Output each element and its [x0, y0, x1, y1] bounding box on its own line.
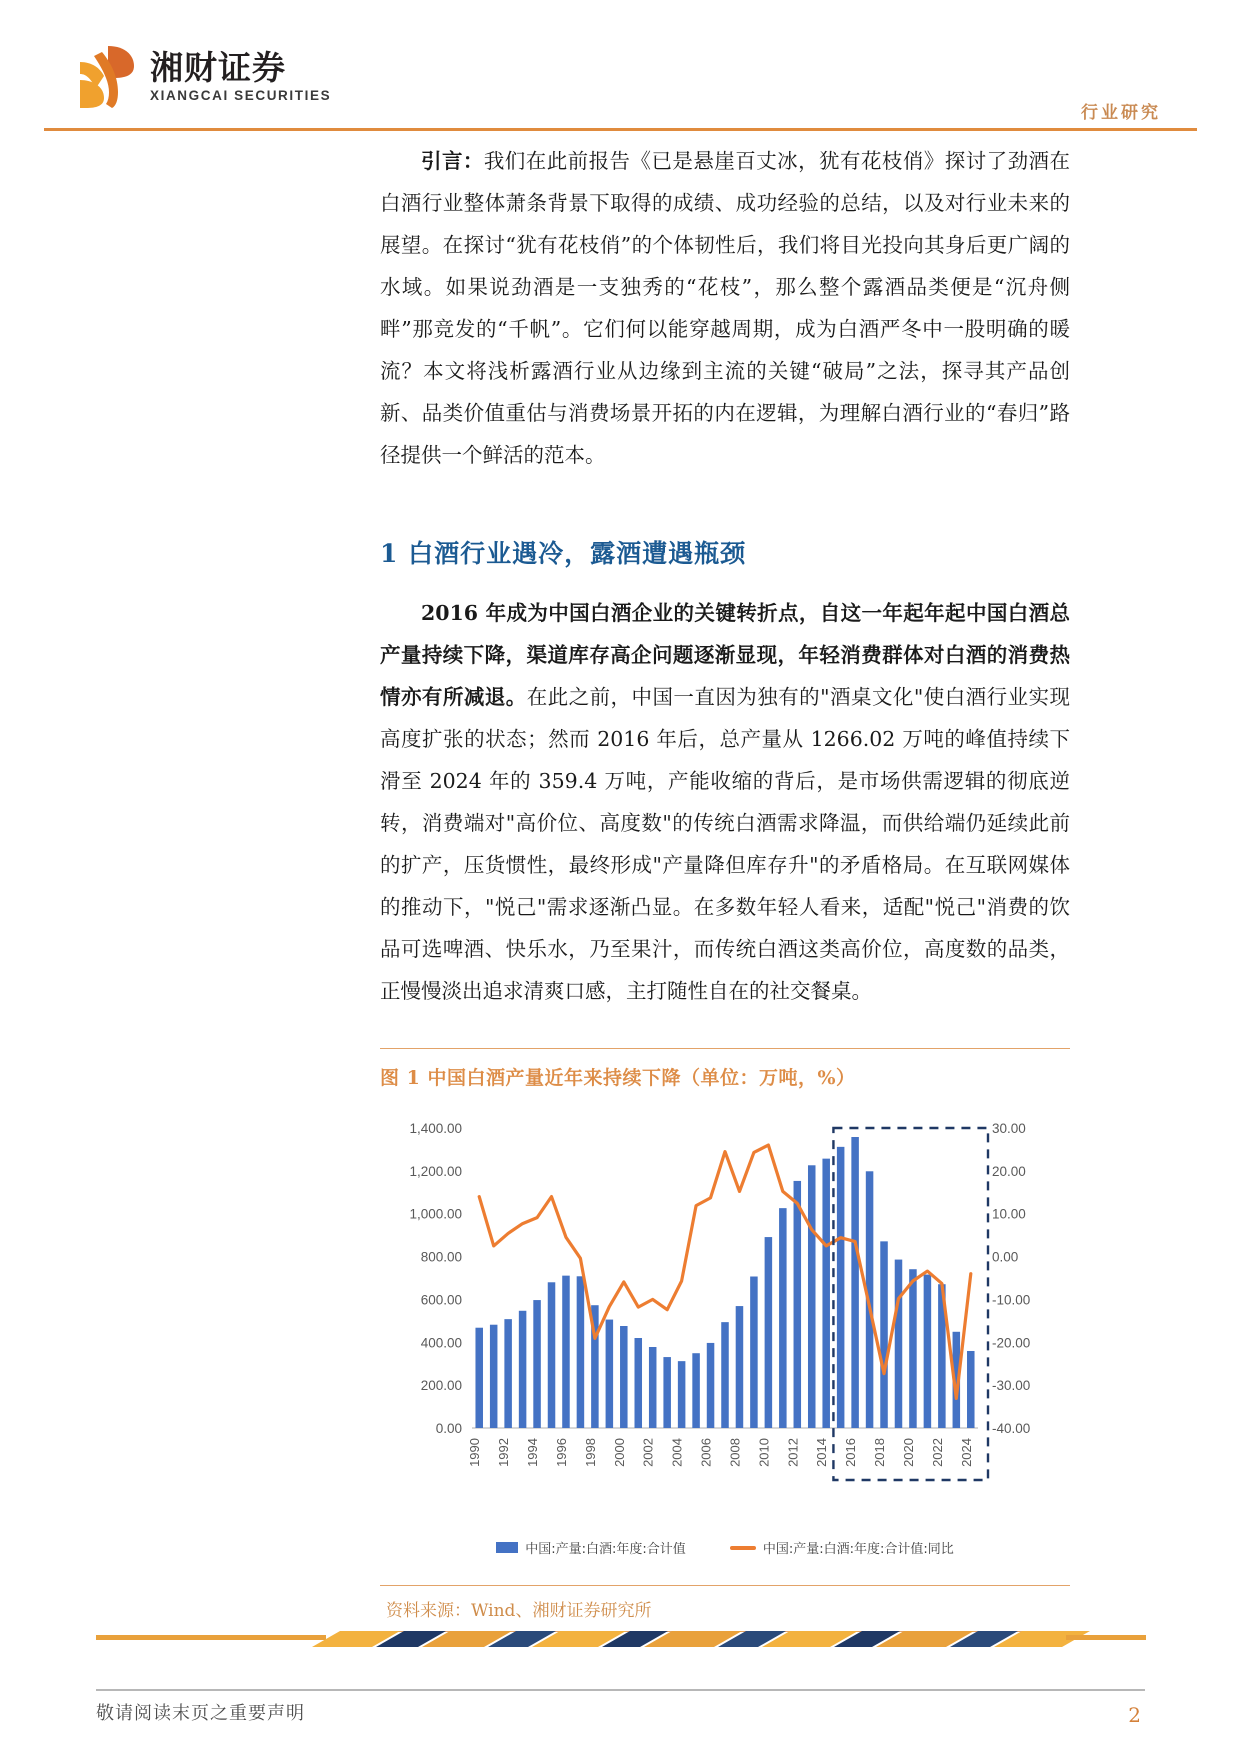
x-axis-tick: 2006 [698, 1438, 714, 1467]
legend-label-line: 中国:产量:白酒:年度:合计值:同比 [762, 1542, 954, 1557]
figure-1 [380, 1048, 1070, 1632]
y2-axis-tick: 10.00 [992, 1206, 1026, 1222]
y2-axis-tick: -30.00 [992, 1378, 1031, 1394]
chart-bar [765, 1237, 773, 1428]
legend-label-bars: 中国:产量:白酒:年度:合计值 [525, 1542, 686, 1557]
production-chart [380, 1116, 1070, 1536]
chart-bar [490, 1325, 498, 1428]
x-axis-tick: 2000 [611, 1438, 627, 1467]
footer-divider [96, 1689, 1145, 1691]
y2-axis-tick: -40.00 [992, 1421, 1031, 1436]
chart-bar [678, 1361, 686, 1428]
chart-bar [663, 1357, 671, 1428]
company-logo [78, 44, 331, 110]
y2-axis-tick: 30.00 [992, 1121, 1026, 1136]
y2-axis-tick: -20.00 [992, 1335, 1031, 1351]
x-axis-tick: 1990 [467, 1438, 483, 1467]
chart-bar [562, 1276, 570, 1428]
section-paragraph-rest: 在此之前，中国一直因为独有的"酒桌文化"使白酒行业实现高度扩张的状态；然而 2016 年后，总产量从 1266.02 万吨的峰值持续下滑至 2024 年的 359.4 万吨，产能收缩的背后，是市场供需逻辑的彻底逆转，消费端对"高价位、高度数"的传统白酒需求降温，而供给端仍延续此前的扩产，压货惯性，最终形成"产量降但库存升"的矛盾格局。在互联网媒体的推动下，"悦己"需求逐渐凸显。在多数年轻人看来，适配"悦己"消费的饮品可选啤酒、快乐水，乃至果汁，而传统白酒这类高价位，高度数的品类，正慢慢淡出追求清爽口感，主打随性自在的社交餐桌。 [380, 685, 1071, 1003]
chart-bar [895, 1260, 903, 1428]
xiangcai-logo-icon [78, 44, 136, 110]
chart-bar [504, 1319, 512, 1428]
legend-item-bars [496, 1538, 686, 1557]
chart-bar [924, 1275, 932, 1428]
chart-bar [519, 1311, 527, 1428]
x-axis-tick: 2016 [843, 1438, 859, 1467]
chart-bar [577, 1276, 585, 1428]
chart-bar [533, 1300, 541, 1428]
x-axis-tick: 2020 [900, 1438, 916, 1467]
section-paragraph [380, 592, 1070, 1012]
chart-bar [851, 1137, 859, 1428]
chart-bar [475, 1328, 483, 1428]
y-axis-tick: 600.00 [420, 1292, 462, 1308]
chart-bar [779, 1208, 787, 1428]
x-axis-tick: 1992 [496, 1438, 512, 1467]
intro-paragraph [380, 140, 1070, 476]
figure-source-text: 资料来源：Wind、湘财证券研究所 [386, 1601, 652, 1621]
y-axis-tick: 200.00 [420, 1378, 462, 1394]
chart-bar [808, 1165, 816, 1428]
y-axis-tick: 1,400.00 [409, 1121, 462, 1136]
chart-legend [380, 1538, 1070, 1557]
page-number: 2 [1128, 1703, 1141, 1727]
chart-bar [880, 1241, 888, 1428]
intro-text: 我们在此前报告《已是悬崖百丈冰，犹有花枝俏》探讨了劲酒在白酒行业整体萧条背景下取得的成绩、成功经验的总结，以及对行业未来的展望。在探讨“犹有花枝俏”的个体韧性后，我们将目光投向其身后更广阔的水域。如果说劲酒是一支独秀的“花枝”，那么整个露酒品类便是“沉舟侧畔”那竞发的“千帆”。它们何以能穿越周期，成为白酒严冬中一股明确的暖流？本文将浅析露酒行业从边缘到主流的关键“破局”之法，探寻其产品创新、品类价值重估与消费场景开拓的内在逻辑，为理解白酒行业的“春归”路径提供一个鲜活的范本。 [380, 149, 1071, 467]
section-paragraph-bold: 2016 年成为中国白酒企业的关键转折点，自这一年起年起中国白酒总产量持续下降，渠道库存高企问题逐渐显现，年轻消费群体对白酒的消费热情亦有所减退。 [380, 601, 1070, 709]
chart-bar [634, 1338, 642, 1428]
chart-bar [967, 1351, 975, 1428]
x-axis-tick: 1998 [582, 1438, 598, 1467]
intro-label: 引言： [421, 149, 484, 173]
legend-line-swatch-icon [730, 1546, 756, 1550]
chart-bar [794, 1181, 802, 1428]
legend-item-line [730, 1538, 954, 1557]
x-axis-tick: 2018 [872, 1438, 887, 1467]
chart-bar [707, 1343, 715, 1428]
header-divider [44, 128, 1197, 131]
x-axis-tick: 2024 [958, 1438, 974, 1467]
figure-title: 图 1 中国白酒产量近年来持续下降（单位：万吨，%） [380, 1048, 1070, 1090]
x-axis-tick: 2010 [756, 1438, 772, 1467]
x-axis-tick: 1996 [554, 1438, 569, 1467]
y-axis-tick: 0.00 [435, 1421, 462, 1436]
x-axis-tick: 2002 [640, 1438, 656, 1467]
y2-axis-tick: 20.00 [992, 1163, 1026, 1179]
y-axis-tick: 1,000.00 [409, 1206, 462, 1222]
legend-bar-swatch-icon [496, 1542, 518, 1553]
chart-bar [548, 1282, 556, 1428]
footer-color-bar [0, 1631, 1241, 1647]
y2-axis-tick: -10.00 [992, 1292, 1031, 1308]
chart-bar [837, 1147, 845, 1428]
header-category: 行业研究 [1081, 103, 1161, 123]
x-axis-tick: 2012 [785, 1438, 801, 1467]
chart-bar [909, 1269, 917, 1428]
chart-container [380, 1116, 1070, 1536]
chart-bar [750, 1277, 758, 1429]
y2-axis-tick: 0.00 [992, 1249, 1019, 1265]
chart-bar [606, 1320, 614, 1428]
section-heading: 1 白酒行业遇冷，露酒遭遇瓶颈 [380, 539, 747, 568]
x-axis-tick: 2014 [814, 1438, 830, 1467]
chart-bar [692, 1353, 700, 1428]
chart-bar [736, 1306, 744, 1428]
logo-name-cn: 湘财证券 [150, 47, 286, 87]
y-axis-tick: 800.00 [420, 1249, 462, 1265]
y-axis-tick: 400.00 [420, 1335, 462, 1351]
chart-bar [822, 1159, 830, 1428]
x-axis-tick: 1994 [525, 1438, 541, 1467]
y-axis-tick: 1,200.00 [409, 1163, 462, 1179]
footer-disclaimer: 敬请阅读末页之重要声明 [96, 1703, 305, 1724]
x-axis-tick: 2022 [929, 1438, 945, 1467]
logo-name-en: XIANGCAI SECURITIES [150, 88, 332, 104]
chart-bar [649, 1347, 657, 1428]
chart-bar [721, 1322, 729, 1428]
figure-source [380, 1585, 1070, 1632]
x-axis-tick: 2008 [727, 1438, 743, 1467]
chart-bar [620, 1326, 628, 1428]
x-axis-tick: 2004 [669, 1438, 685, 1467]
document-content [380, 140, 1070, 1632]
